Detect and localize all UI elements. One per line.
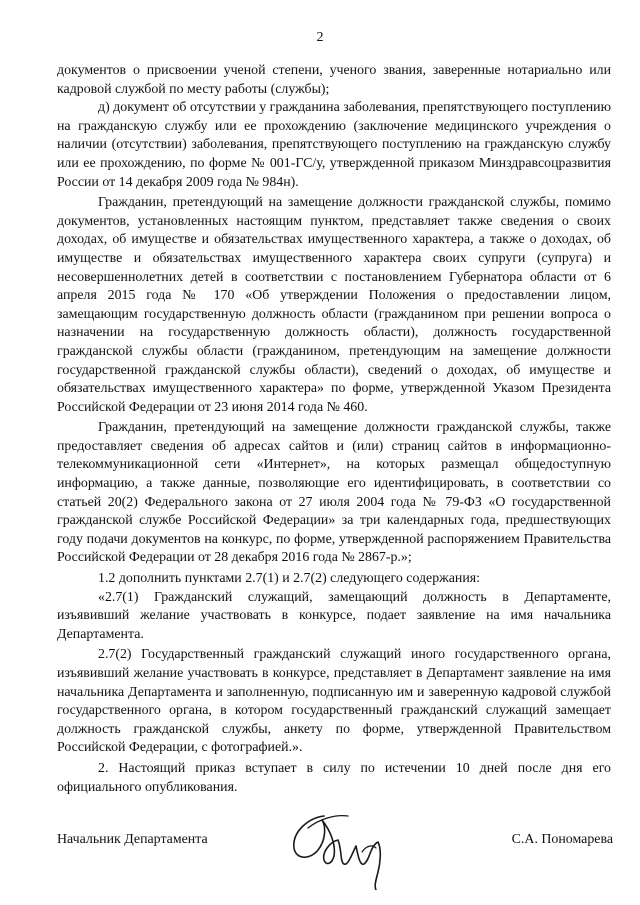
signatory-name: С.А. Пономарева: [511, 832, 613, 847]
paragraph-item-d: д) документ об отсутствии у гражданина заболевания, препятствующего поступлению на гражданскую службу или ее прохождению (заключение медицинского учреждения о наличии (отсутствии) заболевания, препятствующего поступлению на гражданскую службу или ее прохождению, по форме № 001-ГС/у, утвержденной приказом Минздравсоцразвития России от 14 декабря 2009 года № 984н).: [57, 100, 611, 190]
paragraph-2-7-1: «2.7(1) Гражданский служащий, замещающий должность в Департаменте, изъявивший желание участвовать в конкурсе, подает заявление на имя начальника Департамента.: [57, 589, 611, 642]
paragraph-2-7-2: 2.7(2) Государственный гражданский служащий иного государственного органа, изъявивший желание участвовать в конкурсе, представляет в Департамент заявление на имя начальника Департамента и заполненную, подписанную им и заверенную кадровой службой государственного органа, в котором государственный гражданский служащий замещает должность гражданской службы, анкету по форме, утвержденной Правительством Российской Федерации, с фотографией.».: [57, 647, 611, 756]
signatory-position: Начальник Департамента: [57, 832, 208, 847]
handwritten-signature: [278, 806, 408, 890]
paragraph-amendment-1-2: 1.2 дополнить пунктами 2.7(1) и 2.7(2) следующего содержания:: [98, 571, 481, 587]
paragraph-internet-info: Гражданин, претендующий на замещение должности гражданской службы, также предоставляет сведения об адресах сайтов и (или) страниц сайтов в информационно-телекоммуникационной сети «Интернет», на которых размещал общедоступную информацию, а также данные, позволяющие его идентифицировать, в соответствии со статьей 20(2) Федерального закона от 27 июля 2004 года № 79-ФЗ «О государственной гражданской службе Российской Федерации» за три календарных года, предшествующих году подачи документов на конкурс, по форме, утвержденной распоряжением Правительства Российской Федерации от 28 декабря 2016 года № 2867-р.»;: [57, 420, 611, 566]
document-body: [57, 62, 611, 797]
page-number: 2: [316, 30, 324, 45]
paragraph-effective-date: 2. Настоящий приказ вступает в силу по истечении 10 дней после дня его официального опубликования.: [57, 760, 611, 795]
paragraph-continuation: документов о присвоении ученой степени, ученого звания, заверенные нотариально или кадровой службой по месту работы (службы);: [57, 63, 611, 97]
paragraph-income-info: Гражданин, претендующий на замещение должности гражданской службы, помимо документов, установленных настоящим пунктом, представляет также сведения о своих доходах, об имуществе и обязательствах имущественного характера, а также о доходах, об имуществе и обязательствах имущественного характера своих супруги (супруга) и несовершеннолетних детей в соответствии с постановлением Губернатора области от 6 апреля 2015 года № 170 «Об утверждении Положения о предоставлении лицом, замещающим государственную должность области (гражданином при решении вопроса о назначении на государственную должность области), должность государственной гражданской службы области (гражданином, претендующим на замещение должности государственной гражданской службы области), сведений о доходах, об имуществе и обязательствах имущественного характера» по форме, утвержденной Указом Президента Российской Федерации от 23 июня 2014 года № 460.: [57, 195, 611, 415]
